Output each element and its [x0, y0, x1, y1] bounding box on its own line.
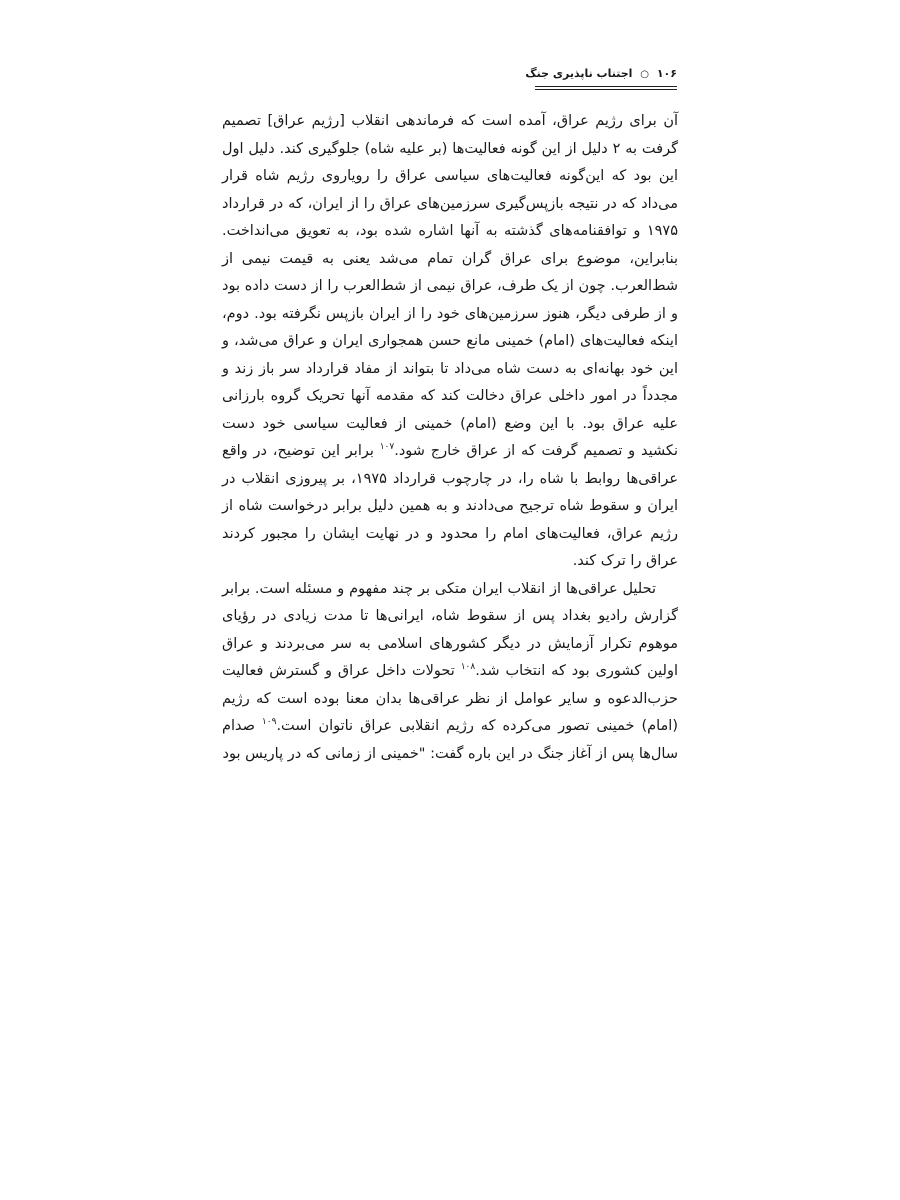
- header-separator-icon: ○: [640, 69, 649, 80]
- paragraph-2-text-c: صدام سال‌ها پس از آغاز جنگ در این باره گفت: "خمینی از زمانی که در پاریس بود: [222, 718, 678, 762]
- body-text: [222, 108, 678, 768]
- book-title: اجتناب ناپذیری جنگ: [525, 67, 633, 80]
- paragraph-2-text-b: تحولات داخل عراق و گسترش فعالیت حزب‌الدعوه و سایر عوامل از نظر عراقی‌ها بدان معنا بوده است که رژیم (امام) خمینی تصور می‌کرده که رژیم انقلابی عراق ناتوان است.: [222, 663, 678, 734]
- running-header: [525, 66, 677, 83]
- footnote-ref-109: ۱۰۹: [261, 717, 277, 728]
- paragraph-2: [222, 576, 678, 769]
- paragraph-2-text-a: تحلیل عراقی‌ها از انقلاب ایران متکی بر چند مفهوم و مسئله است. برابر گزارش رادیو بغداد پس از سقوط شاه، ایرانی‌ها تا مدت زیادی در رؤیای موهوم تکرار آزمایش در دیگر کشورهای اسلامی به سر می‌بردند و عراق اولین کشوری بود که انتخاب شد.: [222, 580, 678, 679]
- paragraph-1-text-b: برابر این توضیح، در واقع عراقی‌ها روابط با شاه را، در چارچوب قرارداد ۱۹۷۵، بر پیروزی انقلاب در ایران و سقوط شاه ترجیح می‌دادند و به همین دلیل برابر درخواست شاه از رژیم عراق، فعالیت‌های امام را محدود و در نهایت ایشان را مجبور کردند عراق را ترک کند.: [222, 443, 678, 569]
- header-rule-top: [535, 86, 677, 87]
- page-number: ۱۰۶: [656, 67, 677, 80]
- header-rule-bottom: [535, 89, 677, 90]
- footnote-ref-108: ۱۰۸: [460, 662, 476, 673]
- footnote-ref-107: ۱۰۷: [379, 442, 395, 453]
- paragraph-1: [222, 108, 678, 576]
- paragraph-1-text-a: آن برای رژیم عراق، آمده است که فرماندهی انقلاب [رژیم عراق] تصمیم گرفت به ۲ دلیل از این گونه فعالیت‌ها (بر علیه شاه) جلوگیری کند. دلیل اول این بود که این‌گونه فعالیت‌های سیاسی عراق را رویاروی رژیم شاه قرار می‌داد که در نتیجه بازپس‌گیری سرزمین‌های عراق را از ایران، که در قرارداد ۱۹۷۵ و توافقنامه‌های گذشته به آنها اشاره شده بود، به تعویق می‌انداخت. بنابراین، موضوع برای عراق گران تمام می‌شد یعنی به قیمت نیمی از شط‌العرب. چون از یک طرف، عراق نیمی از شط‌العرب را از دست داده بود و از طرفی دیگر، هنوز سرزمین‌های خود را از ایران بازپس نگرفته بود. دوم، اینکه فعالیت‌های (امام) خمینی مانع حسن همجواری ایران و عراق می‌شد، و این خود بهانه‌ای به دست شاه می‌داد تا بتواند از مفاد قرارداد سر باز زند و مجدداً در امور داخلی عراق دخالت کند که مقدمه آنها تحریک گروه بارزانی علیه عراق بود. با این وضع (امام) خمینی از فعالیت سیاسی خود دست نکشید و تصمیم گرفت که از عراق خارج شود.: [222, 113, 678, 459]
